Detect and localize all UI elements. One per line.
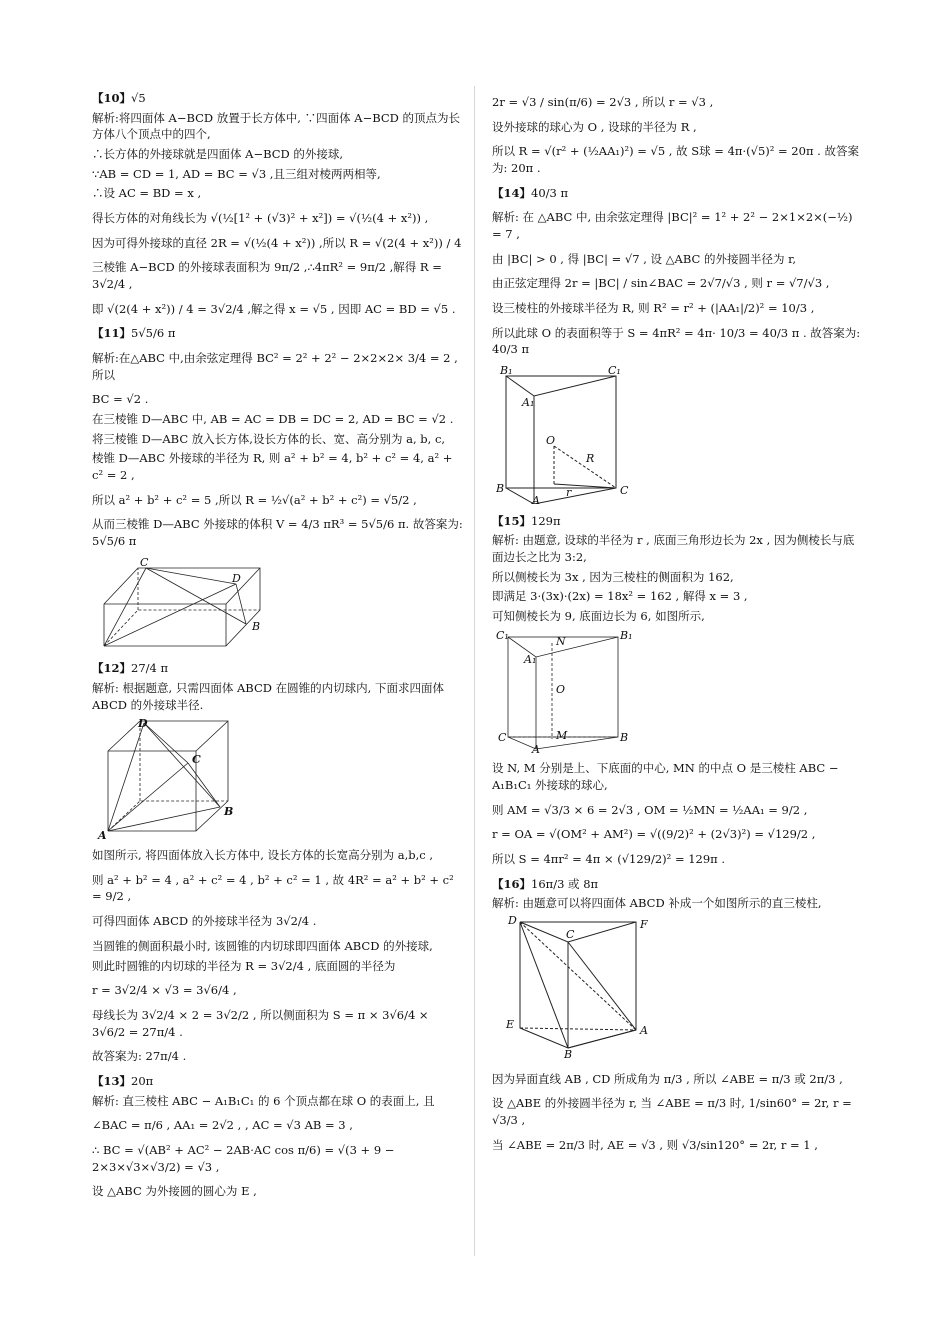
solution-line: 所以 R = √(r² + (½AA₁)²) = √5 , 故 S球 = 4π·(√5)² = 20π . 故答案为: 20π . xyxy=(492,144,859,176)
prism-figure xyxy=(496,366,646,504)
solution-line: ∵AB = CD = 1, AD = BC = √3 ,且三组对棱两两相等, xyxy=(92,166,381,181)
solution-line: 解析: 根据题意, 只需四面体 ABCD 在圆锥的内切球内, 下面求四面体 ABCD 的外接球半径. xyxy=(92,681,444,712)
solution-line: 设 N, M 分别是上、下底面的中心, MN 的中点 O 是三棱柱 ABC − A₁B₁C₁ 外接球的球心, xyxy=(492,761,839,793)
figure-label: B xyxy=(224,805,234,819)
problem-label: 【13】 xyxy=(92,1073,132,1088)
figure-label: A xyxy=(640,1024,648,1038)
left-column xyxy=(92,86,464,1203)
problem-label: 【16】 xyxy=(492,876,532,891)
problem-label: 【15】 xyxy=(492,513,532,528)
solution-line: 所以 S = 4πr² = 4π × (√129/2)² = 129π . xyxy=(492,852,726,867)
figure-label: O xyxy=(546,434,556,448)
solution-line: 因为可得外接球的直径 2R = √(½(4 + x²)) ,所以 R = √(2(4 + x²)) / 4 xyxy=(92,235,462,250)
solution-line: 则此时圆锥的内切球的半径为 R = 3√2/4 , 底面圆的半径为 xyxy=(92,958,396,973)
solution-line: 由正弦定理得 2r = |BC| / sin∠BAC = 2√7/√3 , 则 r = √7/√3 , xyxy=(492,276,830,291)
problem-10 xyxy=(92,90,464,317)
figure-label: C xyxy=(140,557,149,569)
problem-answer: 20π xyxy=(131,1073,154,1088)
solution-line: 在三棱锥 D—ABC 中, AB = AC = DB = DC = 2, AD = BC = √2 . xyxy=(92,412,454,427)
solution-line: 解析:在△ABC 中,由余弦定理得 BC² = 2² + 2² − 2×2×2× 3/4 = 2 ,所以 xyxy=(92,351,458,382)
problem-answer: √5 xyxy=(131,91,146,105)
figure-label: O xyxy=(556,682,566,696)
figure-12 xyxy=(96,717,464,844)
figure-label: A xyxy=(98,829,107,840)
figure-label: C₁ xyxy=(608,366,621,378)
solution-line: 设外接球的球心为 O , 设球的半径为 R , xyxy=(492,119,697,134)
figure-11 xyxy=(96,558,464,657)
solution-line: BC = √2 . xyxy=(92,392,149,407)
problem-label: 【10】 xyxy=(92,91,132,105)
figure-label: C xyxy=(620,484,629,498)
solution-line: 将三棱锥 D—ABC 放入长方体,设长方体的长、宽、高分别为 a, b, c, xyxy=(92,431,446,446)
figure-label: A xyxy=(532,742,540,753)
problem-13-continued xyxy=(492,94,864,177)
figure-label: B xyxy=(252,619,261,633)
solution-line: 母线长为 3√2/4 × 2 = 3√2/2 , 所以侧面积为 S = π × 3√6/4 × 3√6/2 = 27π/4 . xyxy=(92,1007,429,1039)
solution-line: 从而三棱锥 D—ABC 外接球的体积 V = 4/3 πR³ = 5√5/6 π. 故答案为: 5√5/6 π xyxy=(92,517,463,549)
solution-line: 当 ∠ABE = 2π/3 时, AE = √3 , 则 √3/sin120° = 2r, r = 1 , xyxy=(492,1137,818,1152)
prism-figure xyxy=(496,629,636,753)
solution-line: r = OA = √(OM² + AM²) = √((9/2)² + (2√3)²) = √129/2 , xyxy=(492,827,816,842)
figure-label: D xyxy=(138,717,148,731)
figure-label: D xyxy=(508,916,517,928)
solution-line: 所以侧棱长为 3x , 因为三棱柱的侧面积为 162, xyxy=(492,569,734,584)
cube-figure xyxy=(96,717,246,839)
problem-15 xyxy=(492,513,864,868)
solution-line: 则 AM = √3/3 × 6 = 2√3 , OM = ½MN = ½AA₁ = 9/2 , xyxy=(492,802,808,817)
solution-line: ∴ BC = √(AB² + AC² − 2AB·AC cos π/6) = √(3 + 9 − 2×3×√3×√3/2) = √3 , xyxy=(92,1142,395,1174)
figure-15 xyxy=(496,629,864,758)
solution-line: 所以此球 O 的表面积等于 S = 4πR² = 4π· 10/3 = 40/3 π . 故答案为: 40/3 π xyxy=(492,325,861,357)
figure-label: E xyxy=(506,1018,515,1032)
solution-line: 可知侧棱长为 9, 底面边长为 6, 如图所示, xyxy=(492,609,705,624)
solution-line: 即 √(2(4 + x²)) / 4 = 3√2/4 ,解之得 x = √5 , 因即 AC = BD = √5 . xyxy=(92,301,456,316)
problem-13 xyxy=(92,1073,464,1200)
problem-label: 【14】 xyxy=(492,185,532,200)
solution-line: r = 3√2/4 × √3 = 3√6/4 , xyxy=(92,983,237,998)
solution-line: 2r = √3 / sin(π/6) = 2√3 , 所以 r = √3 , xyxy=(492,95,714,109)
problem-16 xyxy=(492,876,864,1154)
solution-line: ∴长方体的外接球就是四面体 A−BCD 的外接球, xyxy=(92,147,344,162)
figure-label: C₁ xyxy=(496,628,509,642)
problem-answer: 40/3 π xyxy=(531,185,569,200)
solution-line: 解析:将四面体 A−BCD 放置于长方体中, ∵四面体 A−BCD 的顶点为长方体八个顶点中的四个, xyxy=(92,110,461,142)
solution-line: ∠BAC = π/6 , AA₁ = 2√2 , , AC = √3 AB = 3 , xyxy=(92,1118,353,1133)
solution-line: 得长方体的对角线长为 √(½[1² + (√3)² + x²]) = √(½(4 + x²)) , xyxy=(92,211,429,226)
problem-11 xyxy=(92,325,464,656)
solution-line: 因为异面直线 AB , CD 所成角为 π/3 , 所以 ∠ABE = π/3 或 2π/3 , xyxy=(492,1071,843,1086)
solution-line: 解析: 由题意可以将四面体 ABCD 补成一个如图所示的直三棱柱, xyxy=(492,896,822,911)
solution-line: 故答案为: 27π/4 . xyxy=(92,1049,187,1064)
problem-answer: 129π xyxy=(531,513,561,528)
solution-line: 由 |BC| > 0 , 得 |BC| = √7 , 设 △ABC 的外接圆半径为 r, xyxy=(492,251,796,266)
problem-answer: 5√5/6 π xyxy=(131,326,176,341)
problem-12 xyxy=(92,660,464,1064)
figure-label: B xyxy=(620,730,629,744)
problem-answer: 16π/3 或 8π xyxy=(531,876,599,891)
solution-line: 解析: 在 △ABC 中, 由余弦定理得 |BC|² = 1² + 2² − 2×1×2×(−½) = 7 , xyxy=(492,210,853,242)
figure-label: r xyxy=(566,486,572,500)
figure-label: N xyxy=(556,634,566,648)
solution-line: 棱锥 D—ABC 外接球的半径为 R, 则 a² + b² = 4, b² + c² = 4, a² + c² = 2 , xyxy=(92,451,453,483)
figure-label: B₁ xyxy=(500,366,513,378)
solution-line: 即满足 3·(3x)·(2x) = 18x² = 162 , 解得 x = 3 , xyxy=(492,589,748,604)
right-column xyxy=(492,86,864,1162)
figure-label: R xyxy=(586,452,595,466)
solution-line: 则 a² + b² = 4 , a² + c² = 4 , b² + c² = 1 , 故 4R² = a² + b² + c² = 9/2 , xyxy=(92,872,454,904)
problem-14 xyxy=(492,185,864,509)
figure-14 xyxy=(496,366,864,509)
figure-label: F xyxy=(640,918,648,932)
figure-label: A₁ xyxy=(524,652,537,666)
solution-line: 三棱锥 A−BCD 的外接球表面积为 9π/2 ,∴4πR² = 9π/2 ,解得 R = 3√2/4 , xyxy=(92,260,442,292)
solution-line: 所以 a² + b² + c² = 5 ,所以 R = ½√(a² + b² + c²) = √5/2 , xyxy=(92,492,417,507)
solution-line: 解析: 直三棱柱 ABC − A₁B₁C₁ 的 6 个顶点都在球 O 的表面上, 且 xyxy=(92,1093,435,1108)
solution-line: 可得四面体 ABCD 的外接球半径为 3√2/4 . xyxy=(92,914,317,929)
solution-line: 设 △ABE 的外接圆半径为 r, 当 ∠ABE = π/3 时, 1/sin60° = 2r, r = √3/3 , xyxy=(492,1096,852,1128)
figure-16 xyxy=(496,916,864,1063)
problem-answer: 27/4 π xyxy=(131,661,169,676)
figure-label: D xyxy=(232,571,241,585)
figure-label: A₁ xyxy=(522,396,535,410)
figure-label: C xyxy=(498,730,507,744)
solution-line: ∴设 AC = BD = x , xyxy=(92,186,202,201)
cuboid-figure xyxy=(96,558,266,652)
problem-label: 【11】 xyxy=(92,326,132,341)
problem-label: 【12】 xyxy=(92,661,132,676)
solution-line: 设三棱柱的外接球半径为 R, 则 R² = r² + (|AA₁|/2)² = 10/3 , xyxy=(492,301,815,316)
solution-line: 设 △ABC 为外接圆的圆心为 E , xyxy=(92,1184,257,1199)
solution-line: 当圆锥的侧面积最小时, 该圆锥的内切球即四面体 ABCD 的外接球, xyxy=(92,938,433,953)
figure-label: C xyxy=(566,928,575,942)
figure-label: A xyxy=(532,494,540,505)
solution-line: 解析: 由题意, 设球的半径为 r , 底面三角形边长为 2x , 因为侧棱长与底面边长之比为 3:2, xyxy=(492,533,855,565)
figure-label: B₁ xyxy=(620,628,633,642)
figure-label: M xyxy=(556,728,568,742)
figure-label: C xyxy=(192,753,201,767)
figure-label: B xyxy=(564,1048,573,1059)
prism-figure xyxy=(496,916,656,1058)
solution-line: 如图所示, 将四面体放入长方体中, 设长方体的长宽高分别为 a,b,c , xyxy=(92,848,434,863)
column-divider xyxy=(474,86,475,1256)
figure-label: B xyxy=(496,482,505,496)
